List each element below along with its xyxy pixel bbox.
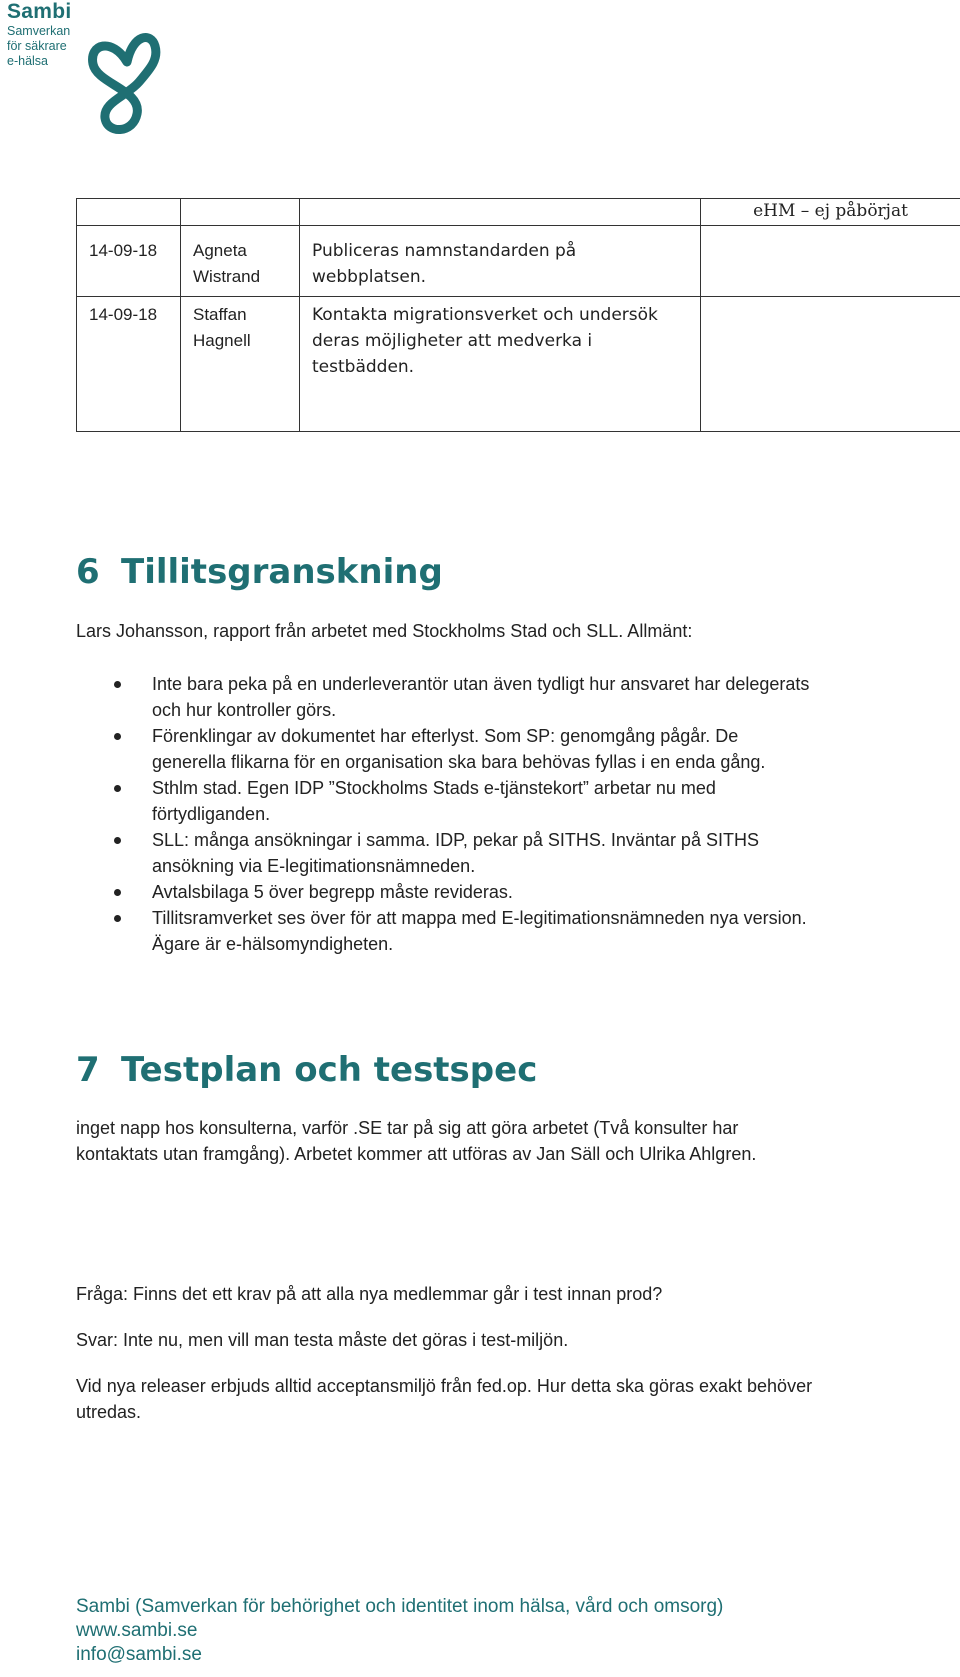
section-6-bullet-list <box>76 671 816 957</box>
bullet-icon <box>114 889 121 896</box>
table-cell-date <box>77 199 181 226</box>
table-cell-status <box>701 199 960 226</box>
table-cell-task <box>300 199 701 226</box>
table-cell-status <box>701 297 960 432</box>
logo-line-2: för säkrare <box>7 39 67 53</box>
bullet-icon <box>114 837 121 844</box>
logo-name: Sambi <box>7 0 72 23</box>
section-title: Testplan och testspec <box>121 1050 538 1090</box>
section-7-heading <box>76 1050 537 1090</box>
section-6-intro: Lars Johansson, rapport från arbetet med Stockholms Stad och SLL. Allmänt: <box>76 621 693 641</box>
section-6-heading <box>76 552 443 592</box>
bullet-icon <box>114 681 121 688</box>
table-row <box>77 199 960 226</box>
section-7-body: inget napp hos konsulterna, varför .SE tar på sig att göra arbetet (Två konsulter har kontaktats utan framgång). Arbetet kommer att utföras av Jan Säll och Ulrika Ahlgren. <box>76 1118 757 1164</box>
list-item: Tillitsramverket ses över för att mappa med E-legitimationsnämneden nya version. Ägare är e-hälsomyndigheten. <box>76 905 816 957</box>
list-item: SLL: många ansökningar i samma. IDP, pekar på SITHS. Inväntar på SITHS ansökning via E-legitimationsnämneden. <box>76 827 816 879</box>
note-text: Vid nya releaser erbjuds alltid acceptansmiljö från fed.op. Hur detta ska göras exakt behöver utredas. <box>76 1376 813 1422</box>
actions-table <box>76 198 960 432</box>
table-cell-name <box>181 199 300 226</box>
answer-text: Svar: Inte nu, men vill man testa måste det göras i test-miljön. <box>76 1330 569 1350</box>
heart-knot-icon <box>87 22 167 137</box>
table-cell-date: 14-09-18 <box>77 297 181 432</box>
table-row <box>77 297 960 432</box>
footer-email: info@sambi.se <box>76 1644 202 1665</box>
table-cell-status <box>701 226 960 297</box>
table-cell-name: Agneta Wistrand <box>181 226 300 297</box>
bullet-icon <box>114 785 121 792</box>
logo-line-3: e-hälsa <box>7 54 48 68</box>
list-item: Sthlm stad. Egen IDP ”Stockholms Stads e-tjänstekort” arbetar nu med förtydliganden. <box>76 775 816 827</box>
sambi-logo <box>7 0 167 140</box>
list-item: Inte bara peka på en underleverantör utan även tydligt hur ansvaret har delegerats och hur kontroller görs. <box>76 671 816 723</box>
table-row <box>77 226 960 297</box>
table-cell-name: Staffan Hagnell <box>181 297 300 432</box>
question-text: Fråga: Finns det ett krav på att alla nya medlemmar går i test innan prod? <box>76 1284 663 1304</box>
bullet-icon <box>114 733 121 740</box>
table-cell-task: Kontakta migrationsverket och undersök deras möjligheter att medverka i testbädden. <box>300 297 701 432</box>
status-text: eHM – ej påbörjat <box>753 201 908 221</box>
list-item: Förenklingar av dokumentet har efterlyst. Som SP: genomgång pågår. De generella flikarna för en organisation ska bara behövas fyllas i en enda gång. <box>76 723 816 775</box>
page-footer <box>76 1595 723 1667</box>
table-cell-task: Publiceras namnstandarden på webbplatsen. <box>300 226 701 297</box>
list-item: Avtalsbilaga 5 över begrepp måste revideras. <box>76 879 816 905</box>
section-number: 7 <box>76 1050 100 1090</box>
section-title: Tillitsgranskning <box>121 552 443 592</box>
table-cell-date: 14-09-18 <box>77 226 181 297</box>
logo-line-1: Samverkan <box>7 24 71 38</box>
footer-org: Sambi (Samverkan för behörighet och identitet inom hälsa, vård och omsorg) <box>76 1596 724 1617</box>
bullet-icon <box>114 915 121 922</box>
section-number: 6 <box>76 552 100 592</box>
footer-website: www.sambi.se <box>76 1620 198 1641</box>
